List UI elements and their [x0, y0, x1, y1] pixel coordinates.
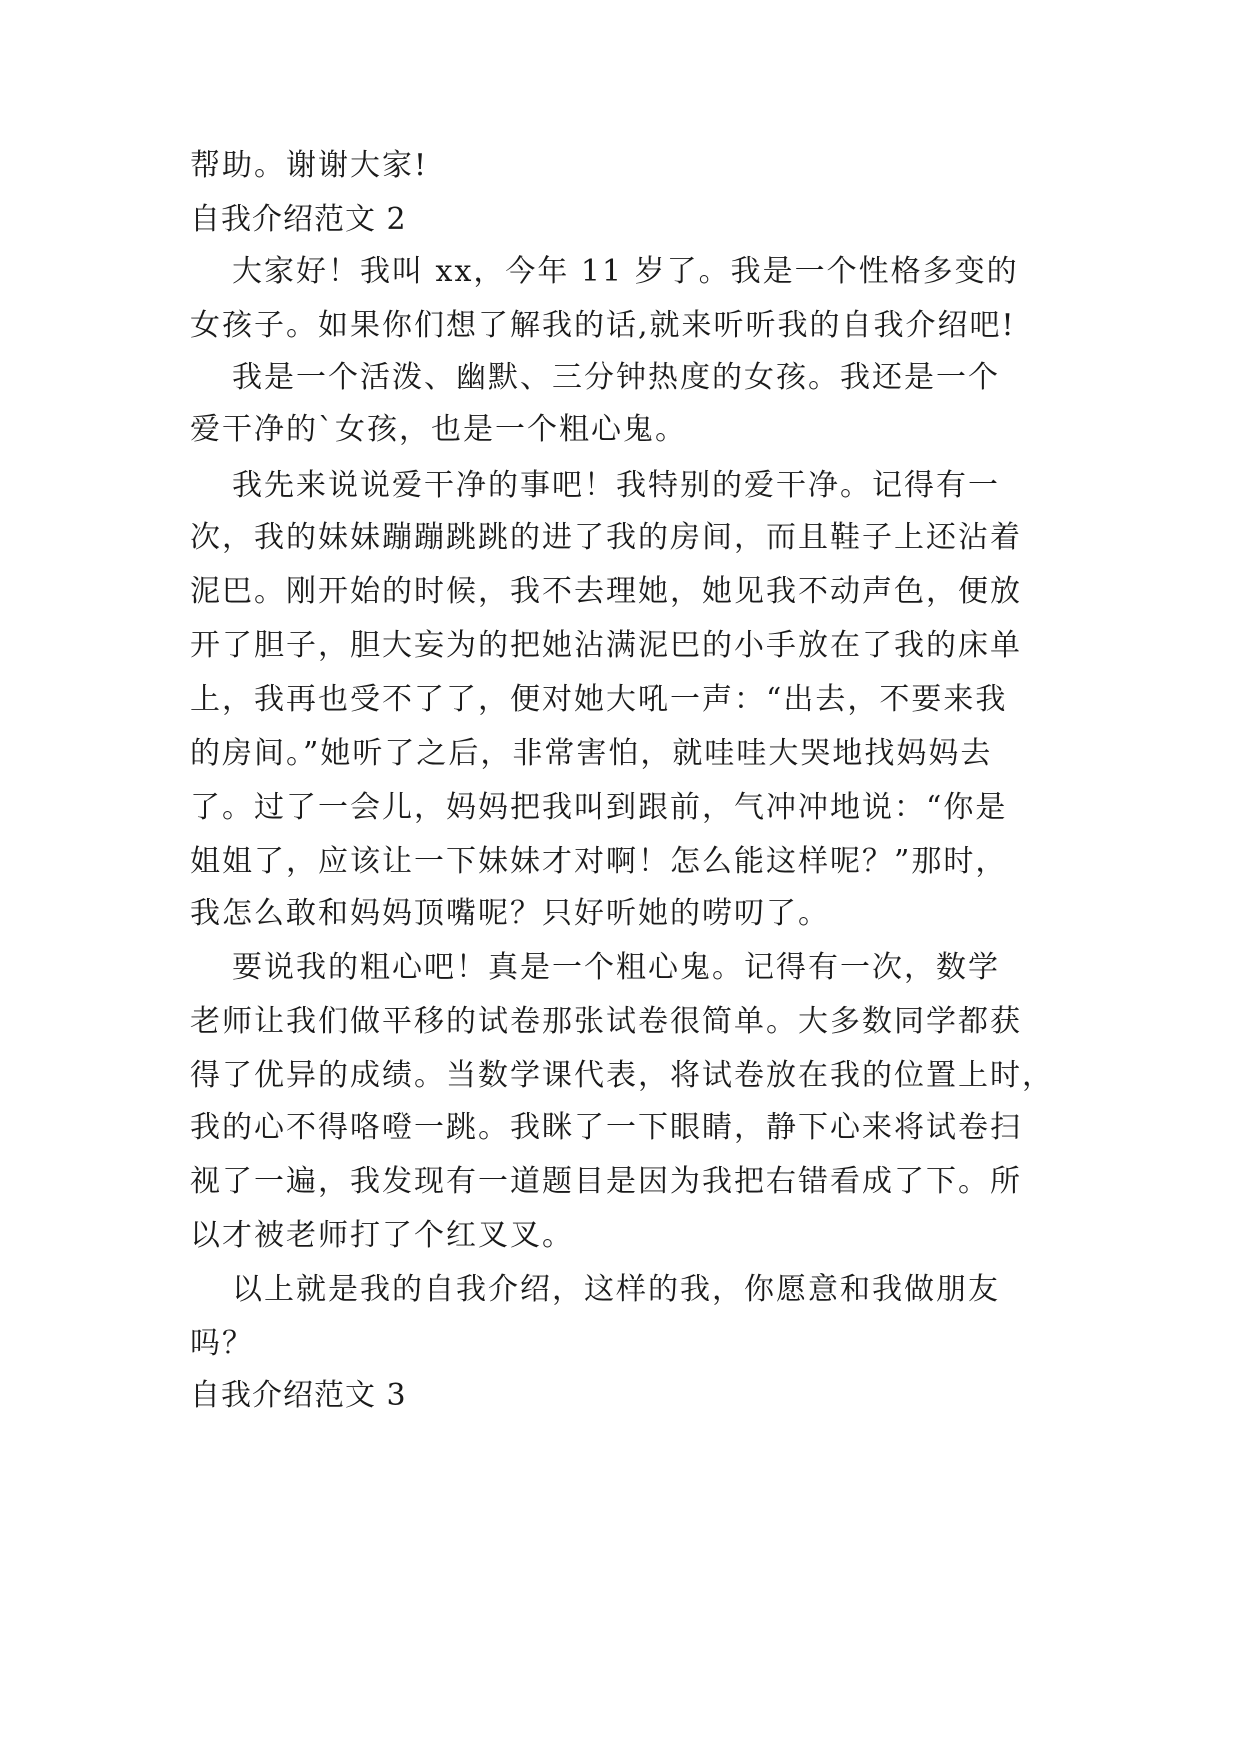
- paragraph-line: 女孩子。如果你们想了解我的话,就来听听我的自我介绍吧!: [190, 308, 1016, 343]
- paragraph-line: 我先来说说爱干净的事吧！我特别的爱干净。记得有一: [232, 468, 1000, 503]
- paragraph-line: 吗？: [190, 1326, 254, 1361]
- paragraph-line: 开了胆子，胆大妄为的把她沾满泥巴的小手放在了我的床单: [190, 628, 1022, 663]
- paragraph-line: 了。过了一会儿，妈妈把我叫到跟前，气冲冲地说：“你是: [190, 790, 1008, 825]
- paragraph-line: 以才被老师打了个红叉叉。: [190, 1218, 574, 1253]
- section-heading-3: 自我介绍范文 3: [190, 1378, 407, 1413]
- paragraph-line: 要说我的粗心吧！真是一个粗心鬼。记得有一次，数学: [232, 950, 1000, 985]
- paragraph-line: 次，我的妹妹蹦蹦跳跳的进了我的房间，而且鞋子上还沾着: [190, 520, 1022, 555]
- paragraph-line: 得了优异的成绩。当数学课代表，将试卷放在我的位置上时，: [190, 1058, 1054, 1093]
- paragraph-line: 以上就是我的自我介绍，这样的我，你愿意和我做朋友: [232, 1272, 1000, 1307]
- paragraph-line: 我怎么敢和妈妈顶嘴呢？只好听她的唠叨了。: [190, 896, 830, 931]
- paragraph-line: 大家好！我叫 xx，今年 11 岁了。我是一个性格多变的: [232, 254, 1019, 289]
- paragraph-line: 爱干净的`女孩，也是一个粗心鬼。: [190, 412, 687, 447]
- section-heading-2: 自我介绍范文 2: [190, 202, 407, 237]
- paragraph-line: 老师让我们做平移的试卷那张试卷很简单。大多数同学都获: [190, 1004, 1022, 1039]
- paragraph-line: 姐姐了，应该让一下妹妹才对啊！怎么能这样呢？”那时，: [190, 844, 1008, 879]
- paragraph-line: 的房间。”她听了之后，非常害怕，就哇哇大哭地找妈妈去: [190, 736, 993, 771]
- paragraph-line: 帮助。谢谢大家!: [190, 148, 429, 183]
- paragraph-line: 泥巴。刚开始的时候，我不去理她，她见我不动声色，便放: [190, 574, 1022, 609]
- paragraph-line: 我的心不得咯噔一跳。我眯了一下眼睛，静下心来将试卷扫: [190, 1110, 1022, 1145]
- paragraph-line: 上，我再也受不了了，便对她大吼一声：“出去，不要来我: [190, 682, 1008, 717]
- paragraph-line: 我是一个活泼、幽默、三分钟热度的女孩。我还是一个: [232, 360, 1000, 395]
- paragraph-line: 视了一遍，我发现有一道题目是因为我把右错看成了下。所: [190, 1164, 1022, 1199]
